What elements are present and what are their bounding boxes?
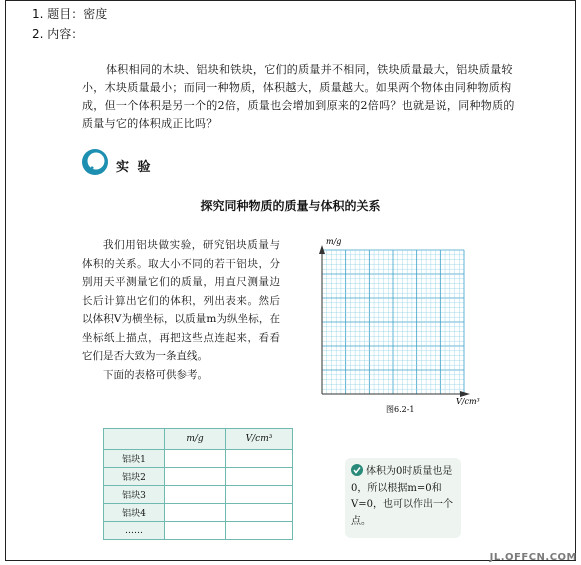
row-label: 铝块2 (104, 468, 165, 486)
table-reference-paragraph: 下面的表格可供参考。 (103, 368, 208, 381)
tip-text: 体积为0时质量也是0，所以根据m=0和V=0，也可以作出一个点。 (351, 466, 453, 527)
experiment-description (82, 236, 280, 384)
volume-cell (226, 522, 293, 540)
table-header-row (104, 429, 293, 450)
table-row (104, 450, 293, 468)
table-header-mass: m/g (165, 429, 226, 450)
mass-cell (165, 450, 226, 468)
volume-cell (226, 450, 293, 468)
table-row (104, 486, 293, 504)
volume-cell (226, 504, 293, 522)
intro-paragraph: 体积相同的木块、铝块和铁块，它们的质量并不相同，铁块质量最大，铝块质量较小，木块质量最小；而同一种物质，体积越大，质量越大。如果两个物体由同种物质构成，但一个体积是另一个的2倍，质量也会增加到原来的2倍吗？也就是说，同种物质的质量与它的体积成正比吗？ (82, 63, 515, 130)
table-row (104, 522, 293, 540)
table-row (104, 504, 293, 522)
experiment-icon (81, 148, 109, 176)
description-paragraph: 我们用铝块做实验，研究铝块质量与体积的关系。取大小不同的若干铝块，分别用天平测量它们的质量，用直尺测量边长后计算出它们的体积，列出表来。然后以体积V为横坐标，以质量m为纵坐标，在坐标纸上描点，再把这些点连起来，看看它们是否大致为一条直线。 (82, 239, 280, 362)
site-watermark: JL.OFFCN.COM (489, 552, 577, 563)
table-header-volume: V/cm³ (226, 429, 293, 450)
row-label: 铝块4 (104, 504, 165, 522)
data-table-container (103, 428, 293, 540)
tip-box (345, 458, 461, 538)
experiment-label: 实 验 (116, 160, 153, 175)
figure-caption: 图6.2-1 (386, 405, 415, 414)
experiment-title: 探究同种物质的质量与体积的关系 (200, 199, 381, 213)
mass-cell (165, 486, 226, 504)
table-row (104, 468, 293, 486)
data-table (103, 428, 293, 540)
table-header-blank (104, 429, 165, 450)
row-label: 铝块3 (104, 486, 165, 504)
mass-cell (165, 522, 226, 540)
grid-lines (322, 250, 464, 394)
y-axis-label: m/g (326, 237, 342, 246)
row-label: …… (104, 522, 165, 540)
y-axis-arrow (319, 245, 325, 254)
row-label: 铝块1 (104, 450, 165, 468)
mass-cell (165, 504, 226, 522)
outline-item-title: 1. 题目：密度 (32, 7, 108, 21)
tip-check-icon (351, 464, 363, 476)
outline-item-content: 2. 内容： (32, 27, 84, 41)
volume-cell (226, 468, 293, 486)
x-axis-label: V/cm³ (456, 397, 480, 406)
mass-cell (165, 468, 226, 486)
volume-cell (226, 486, 293, 504)
graph-paper-figure (314, 236, 484, 416)
